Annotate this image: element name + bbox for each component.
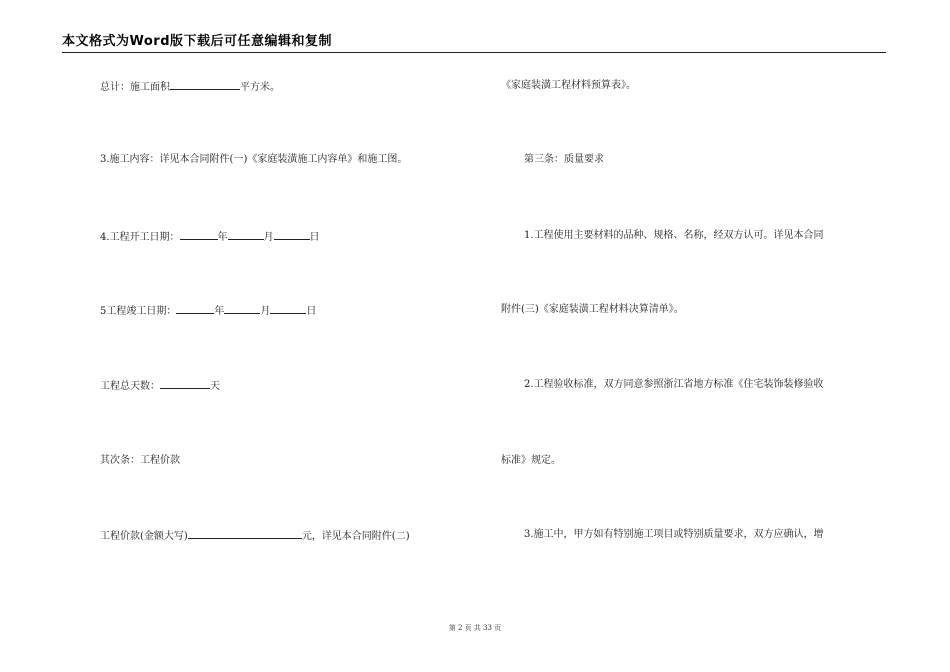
start-date-line bbox=[100, 229, 320, 245]
quality-item3-line1: 3.施工中，甲方如有特别施工项目或特别质量要求，双方应确认，增 bbox=[524, 529, 824, 540]
start-year-label: 年 bbox=[217, 232, 228, 243]
total-days-prefix: 工程总天数： bbox=[100, 381, 160, 392]
price-prefix: 工程价款(金额大写) bbox=[100, 531, 188, 542]
start-date-prefix: 4.工程开工日期： bbox=[100, 232, 180, 243]
total-area-blank bbox=[170, 79, 240, 90]
completion-day-label: 日 bbox=[306, 306, 317, 317]
total-days-line bbox=[100, 378, 220, 394]
page-header bbox=[62, 34, 886, 53]
construction-content-line: 3.施工内容：详见本合同附件(一)《家庭装潢施工内容单》和施工图。 bbox=[100, 154, 408, 165]
completion-date-line bbox=[100, 303, 316, 319]
article-two-heading: 其次条：工程价款 bbox=[100, 455, 180, 466]
start-day-label: 日 bbox=[309, 232, 320, 243]
quality-item1-line2: 附件(三)《家庭装潢工程材料决算清单》。 bbox=[501, 304, 684, 315]
total-area-prefix: 总计：施工面积 bbox=[100, 82, 170, 93]
total-days-suffix: 天 bbox=[210, 381, 220, 392]
completion-date-prefix: 5工程竣工日期： bbox=[100, 306, 177, 317]
start-year-blank bbox=[180, 229, 218, 240]
price-blank bbox=[188, 528, 302, 539]
quality-item2-line2: 标准》规定。 bbox=[501, 455, 561, 466]
start-month-blank bbox=[228, 229, 264, 240]
completion-year-label: 年 bbox=[214, 306, 225, 317]
start-month-label: 月 bbox=[263, 232, 274, 243]
quality-item1-line1: 1.工程使用主要材料的品种、规格、名称，经双方认可。详见本合同 bbox=[524, 230, 824, 241]
total-area-line bbox=[100, 79, 280, 95]
total-days-blank bbox=[160, 378, 210, 389]
price-suffix: 元，详见本合同附件(二) bbox=[301, 531, 410, 542]
completion-month-blank bbox=[224, 303, 260, 314]
article-three-heading: 第三条：质量要求 bbox=[524, 154, 604, 165]
completion-year-blank bbox=[176, 303, 214, 314]
page-footer: 第 2 页 共 33 页 bbox=[448, 624, 502, 632]
completion-day-blank bbox=[270, 303, 306, 314]
price-line bbox=[100, 528, 410, 544]
start-day-blank bbox=[274, 229, 310, 240]
quality-item2-line1: 2.工程验收标准，双方同意参照浙江省地方标准《住宅装饰装修验收 bbox=[524, 379, 824, 390]
budget-table-line: 《家庭装潢工程材料预算表》。 bbox=[501, 80, 636, 91]
header-title: 本文格式为Word版下载后可任意编辑和复制 bbox=[62, 34, 333, 49]
total-area-suffix: 平方米。 bbox=[240, 82, 280, 93]
completion-month-label: 月 bbox=[260, 306, 271, 317]
